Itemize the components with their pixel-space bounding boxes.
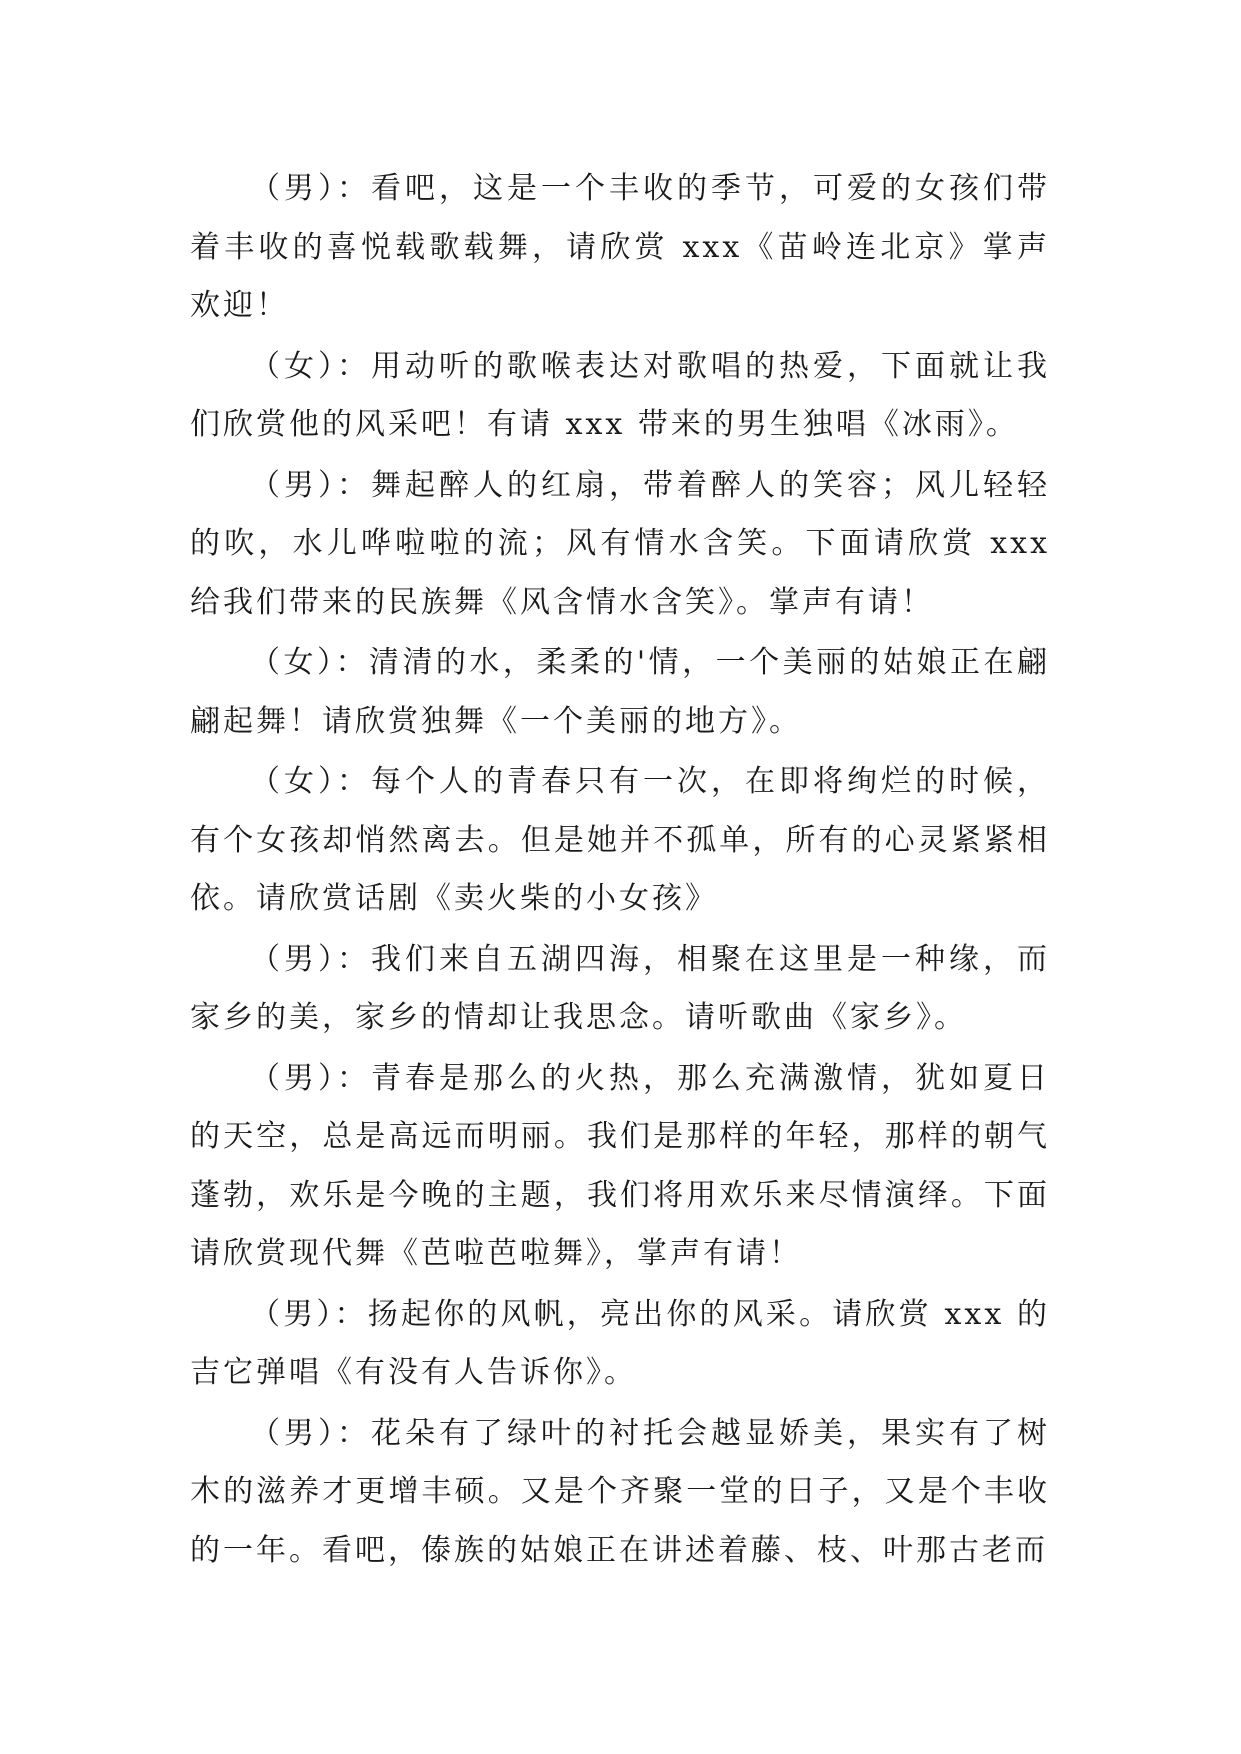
paragraph: （男）：青春是那么的火热，那么充满激情，犹如夏日的天空，总是高远而明丽。我们是那样的年轻，那样的朝气蓬勃，欢乐是今晚的主题，我们将用欢乐来尽情演绎。下面请欣赏现代舞《芭啦芭啦舞》，掌声有请！ (190, 1060, 1050, 1271)
paragraph: （男）：看吧，这是一个丰收的季节，可爱的女孩们带着丰收的喜悦载歌载舞，请欣赏 xxx《苗岭连北京》掌声欢迎！ (190, 171, 1050, 323)
document-body (190, 160, 1050, 1582)
paragraph: （男）：扬起你的风帆，亮出你的风采。请欣赏 xxx 的吉它弹唱《有没有人告诉你》。 (190, 1296, 1050, 1390)
paragraph: （男）：舞起醉人的红扇，带着醉人的笑容；风儿轻轻的吹，水儿哗啦啦的流；风有情水含笑。下面请欣赏 xxx 给我们带来的民族舞《风含情水含笑》。掌声有请！ (190, 467, 1050, 620)
paragraph: （男）：我们来自五湖四海，相聚在这里是一种缘，而家乡的美，家乡的情却让我思念。请听歌曲《家乡》。 (190, 941, 1050, 1035)
paragraph: （女）：每个人的青春只有一次，在即将绚烂的时候，有个女孩却悄然离去。但是她并不孤单，所有的心灵紧紧相依。请欣赏话剧《卖火柴的小女孩》 (190, 764, 1050, 916)
paragraph: （女）：清清的水，柔柔的'情，一个美丽的姑娘正在翩翩起舞！请欣赏独舞《一个美丽的地方》。 (190, 645, 1050, 739)
paragraph: （男）：花朵有了绿叶的衬托会越显娇美，果实有了树木的滋养才更增丰硕。又是个齐聚一堂的日子，又是个丰收的一年。看吧，傣族的姑娘正在讲述着藤、枝、叶那古老而 (190, 1415, 1050, 1568)
paragraph: （女）：用动听的歌喉表达对歌唱的热爱，下面就让我们欣赏他的风采吧！有请 xxx 带来的男生独唱《冰雨》。 (190, 348, 1050, 442)
